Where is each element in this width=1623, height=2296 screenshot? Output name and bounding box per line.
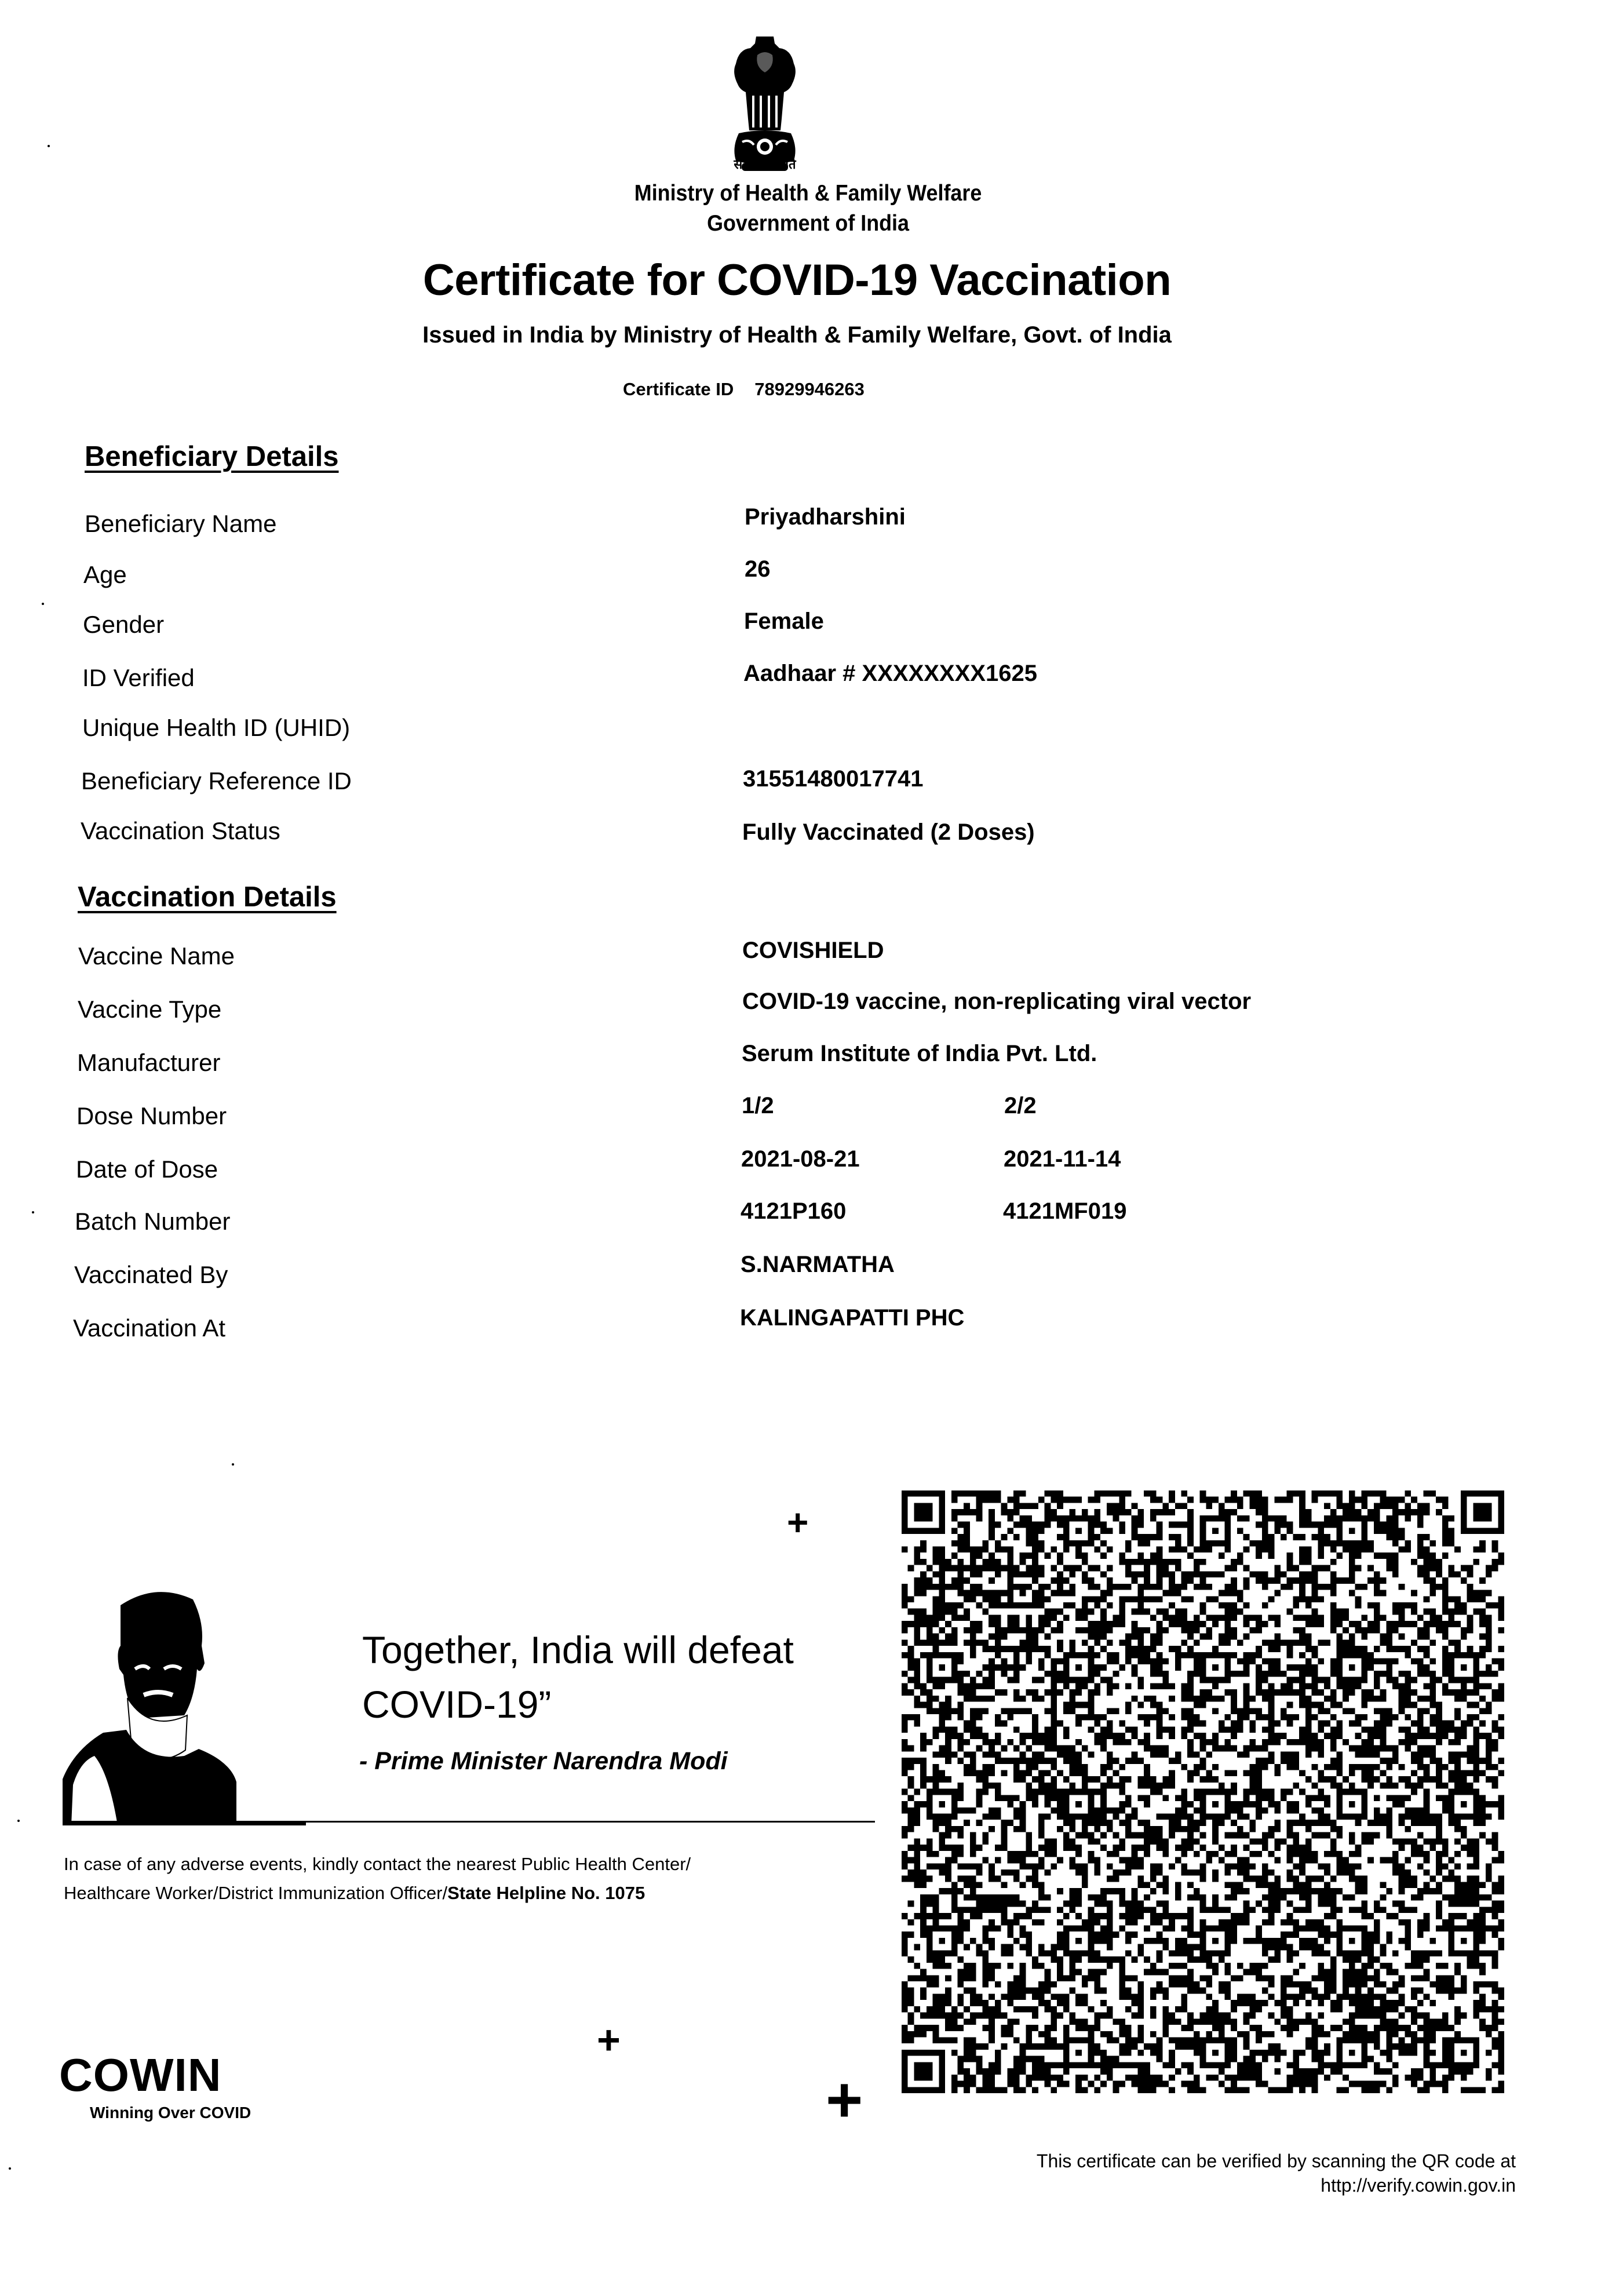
certificate-title: Certificate for COVID-19 Vaccination: [422, 256, 1172, 305]
uhid-label: Unique Health ID (UHID): [82, 714, 351, 741]
beneficiary-details-heading: Beneficiary Details: [85, 441, 339, 472]
id-verified-label: ID Verified: [82, 664, 195, 691]
ministry-line-1: Ministry of Health & Family Welfare: [634, 181, 982, 206]
date-of-dose-label: Date of Dose: [76, 1156, 218, 1183]
scan-speck: [232, 1463, 234, 1466]
vaccination-details-heading: Vaccination Details: [78, 881, 337, 913]
batch-number-label: Batch Number: [75, 1208, 231, 1235]
dose-2-batch-value: 4121MF019: [1003, 1198, 1127, 1224]
beneficiary-reference-id-label: Beneficiary Reference ID: [81, 767, 352, 795]
dose-1-number-value: 1/2: [742, 1093, 774, 1118]
dose-number-label: Dose Number: [76, 1102, 227, 1129]
gender-value: Female: [744, 608, 824, 634]
adverse-notice-line-1: In case of any adverse events, kindly contact the nearest Public Health Center/: [64, 1854, 691, 1874]
vaccine-type-label: Vaccine Type: [78, 996, 222, 1023]
scan-speck: [9, 2167, 11, 2170]
prime-minister-portrait: [63, 1582, 306, 1825]
gender-label: Gender: [83, 611, 165, 638]
beneficiary-name-label: Beneficiary Name: [85, 510, 277, 537]
quote-author: - Prime Minister Narendra Modi: [359, 1747, 728, 1775]
vaccine-type-value: COVID-19 vaccine, non-replicating viral vector: [742, 989, 1252, 1014]
pm-quote: [362, 1623, 794, 1732]
adverse-notice-line-2-text: Healthcare Worker/District Immunization Officer/: [64, 1883, 448, 1903]
certificate-id: [623, 379, 865, 400]
verify-url[interactable]: http://verify.cowin.gov.in: [1321, 2175, 1516, 2196]
dose-2-date-value: 2021-11-14: [1004, 1146, 1121, 1172]
cowin-logo: COWIN: [59, 2049, 222, 2101]
registration-mark-icon: +: [826, 2064, 863, 2135]
issued-by: Issued in India by Ministry of Health & Family Welfare, Govt. of India: [422, 322, 1172, 348]
ministry-name: [61, 178, 1555, 239]
scan-speck: [42, 603, 44, 605]
scan-speck: [32, 1211, 34, 1213]
certificate-id-value: 78929946263: [754, 379, 865, 399]
divider-line: [64, 1821, 875, 1823]
beneficiary-reference-id-value: 31551480017741: [743, 766, 924, 792]
ministry-line-2: Government of India: [707, 211, 909, 236]
qr-modules: [902, 1490, 1504, 2093]
scan-speck: [48, 145, 50, 147]
verification-note: [1037, 2149, 1516, 2197]
emblem-motto: सत्यमेव जयते: [734, 157, 796, 172]
vaccination-status-value: Fully Vaccinated (2 Doses): [742, 819, 1035, 845]
dose-1-date-value: 2021-08-21: [741, 1146, 860, 1172]
state-helpline: State Helpline No. 1075: [447, 1883, 645, 1903]
vaccination-at-label: Vaccination At: [73, 1314, 226, 1342]
certificate-id-label: Certificate ID: [623, 379, 734, 399]
vaccinated-by-value: S.NARMATHA: [741, 1252, 895, 1277]
manufacturer-value: Serum Institute of India Pvt. Ltd.: [742, 1041, 1097, 1066]
quote-line-2: COVID-19”: [362, 1683, 552, 1726]
cowin-tagline: Winning Over COVID: [90, 2104, 251, 2122]
vaccine-name-value: COVISHIELD: [742, 938, 884, 963]
beneficiary-name-value: Priyadharshini: [745, 504, 906, 530]
manufacturer-label: Manufacturer: [77, 1049, 221, 1076]
id-verified-value: Aadhaar # XXXXXXXX1625: [743, 661, 1037, 686]
vaccination-status-label: Vaccination Status: [81, 817, 280, 844]
vaccination-at-value: KALINGAPATTI PHC: [740, 1305, 965, 1331]
adverse-events-notice: [64, 1850, 875, 1908]
quote-line-1: Together, India will defeat: [362, 1628, 794, 1671]
dose-1-batch-value: 4121P160: [741, 1198, 847, 1224]
adverse-notice-line-2: [64, 1879, 875, 1908]
scan-speck: [17, 1820, 20, 1822]
registration-mark-icon: +: [597, 2017, 621, 2062]
age-value: 26: [745, 556, 771, 582]
verify-line-1: This certificate can be verified by scanning the QR code at: [1036, 2151, 1516, 2171]
qr-code-icon[interactable]: [902, 1490, 1504, 2093]
vaccine-name-label: Vaccine Name: [78, 942, 235, 970]
registration-mark-icon: +: [787, 1501, 809, 1543]
age-label: Age: [83, 561, 127, 588]
dose-2-number-value: 2/2: [1004, 1093, 1037, 1118]
vaccinated-by-label: Vaccinated By: [74, 1261, 228, 1288]
